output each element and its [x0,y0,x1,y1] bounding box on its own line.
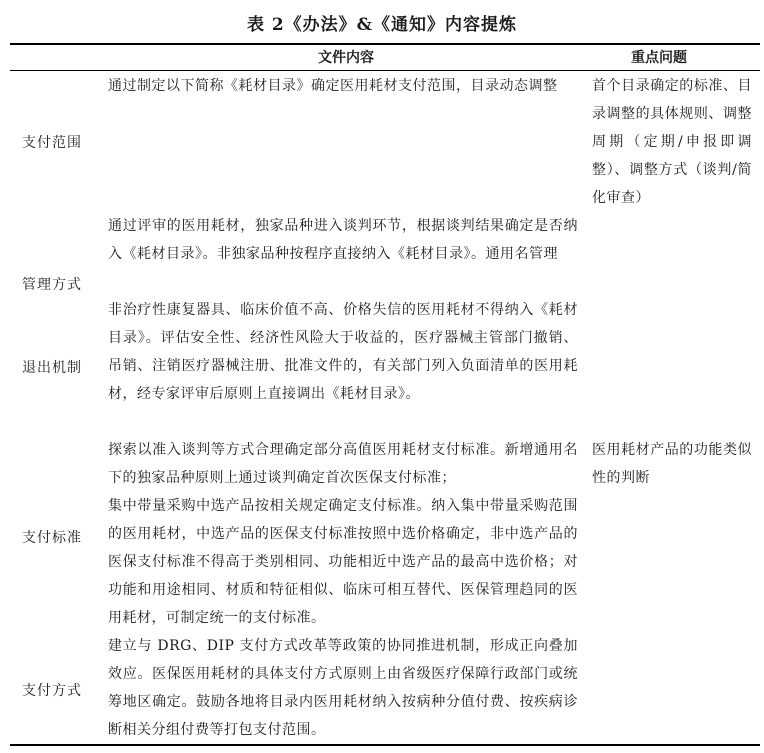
payment-standard-paragraph-1: 探索以准入谈判等方式合理确定部分高值医用耗材支付标准。新增通用名下的独家品种原则上通过谈判确定首次医保支付标准； [108,442,578,486]
row-category-payment-scope: 支付范围 [22,135,82,151]
table-header-rule [10,70,760,71]
table-bottom-rule [10,744,760,746]
row-content-payment-method: 建立与 DRG、DIP 支付方式改革等政策的协同推进机制，形成正向叠加效应。医保医用耗材的具体支付方式原则上由省级医疗保障行政部门或统筹地区确定。鼓励各地将目录内医用耗材纳入按病种分值付费、按疾病诊断相关分组付费等打包支付范围。 [108,638,578,738]
row-content-payment-scope: 通过制定以下简称《耗材目录》确定医用耗材支付范围，目录动态调整 [108,78,558,94]
row-content-payment-standard [108,436,578,632]
row-content-management-method: 通过评审的医用耗材，独家品种进入谈判环节，根据谈判结果确定是否纳入《耗材目录》。非独家品种按程序直接纳入《耗材目录》。通用名管理 [108,218,578,262]
header-issues: 重点问题 [631,50,687,66]
row-issues-payment-scope: 首个目录确定的标准、目录调整的具体规则、调整周期（定期/申报即调整）、调整方式（谈判/简化审查） [592,78,752,206]
row-issues-payment-standard: 医用耗材产品的功能类似性的判断 [592,442,752,486]
header-content: 文件内容 [318,50,374,66]
row-content-exit-mechanism: 非治疗性康复器具、临床价值不高、价格失信的医用耗材不得纳入《耗材目录》。评估安全性、经济性风险大于收益的，医疗器械主管部门撤销、吊销、注销医疗器械注册、批准文件的，有关部门列入负面清单的医用耗材，经专家评审后原则上直接调出《耗材目录》。 [108,302,578,402]
row-category-payment-standard: 支付标准 [22,530,82,546]
payment-standard-paragraph-2: 集中带量采购中选产品按相关规定确定支付标准。纳入集中带量采购范围的医用耗材，中选产品的医保支付标准按照中选价格确定，非中选产品的医保支付标准不得高于类别相同、功能相近中选产品的最高中选价格；对功能和用途相同、材质和特征相似、临床可相互替代、医保管理趋同的医用耗材，可制定统一的支付标准。 [108,498,578,626]
row-category-payment-method: 支付方式 [22,683,82,699]
table-top-rule [10,43,760,45]
row-category-management-method: 管理方式 [22,277,82,293]
row-category-exit-mechanism: 退出机制 [22,360,82,376]
table-title: 表 2《办法》&《通知》内容提炼 [246,15,518,35]
